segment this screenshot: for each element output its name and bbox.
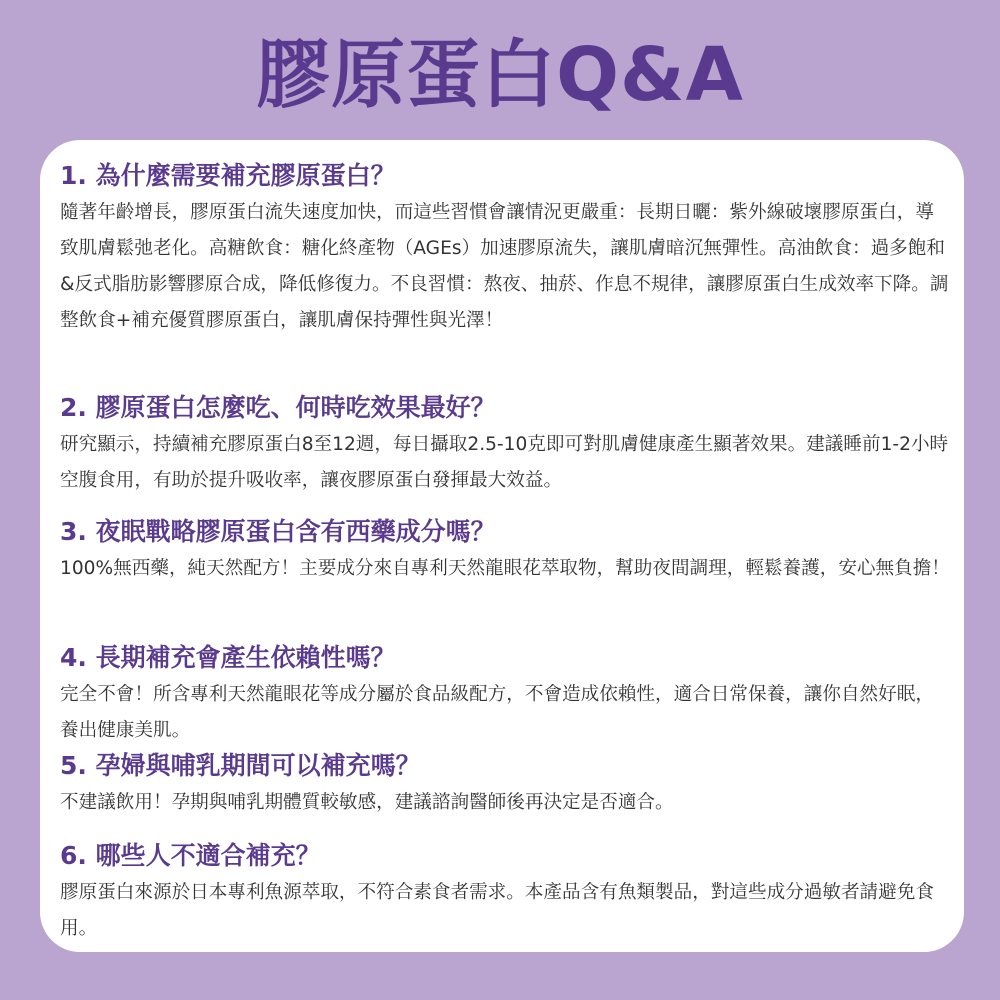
question-6: 6. 哪些人不適合補充？: [60, 841, 321, 870]
answer-4: 完全不會！所含專利天然龍眼花等成分屬於食品級配方，不會造成依賴性，適合日常保養，讓你自然好眠，養出健康美肌。: [60, 684, 934, 741]
qa-item-3: [60, 514, 950, 587]
question-1: 1. 為什麼需要補充膠原蛋白？: [60, 161, 396, 190]
qa-item-2: [60, 390, 950, 499]
qa-item-4: [60, 640, 950, 749]
question-4: 4. 長期補充會產生依賴性嗎？: [60, 643, 396, 672]
question-2: 2. 膠原蛋白怎麼吃、何時吃效果最好？: [60, 393, 496, 422]
qa-item-1: [60, 158, 950, 339]
answer-6: 膠原蛋白來源於日本專利魚源萃取，不符合素食者需求。本產品含有魚類製品，對這些成分過敏者請避免食用。: [60, 882, 934, 939]
answer-2: 研究顯示，持續補充膠原蛋白8至12週，每日攝取2.5-10克即可對肌膚健康產生顯著效果。建議睡前1-2小時空腹食用，有助於提升吸收率，讓夜膠原蛋白發揮最大效益。: [60, 434, 949, 491]
question-5: 5. 孕婦與哺乳期間可以補充嗎？: [60, 751, 421, 780]
qa-item-5: [60, 748, 950, 821]
qa-item-6: [60, 838, 950, 947]
question-3: 3. 夜眠戰略膠原蛋白含有西藥成分嗎？: [60, 517, 496, 546]
answer-1: 隨著年齡增長，膠原蛋白流失速度加快，而這些習慣會讓情況更嚴重：長期日曬：紫外線破壞膠原蛋白，導致肌膚鬆弛老化。高糖飲食：糖化終產物（AGEs）加速膠原流失，讓肌膚暗沉無彈性。高油飲食：過多飽和&反式脂肪影響膠原合成，降低修復力。不良習慣：熬夜、抽菸、作息不規律，讓膠原蛋白生成效率下降。調整飲食+補充優質膠原蛋白，讓肌膚保持彈性與光澤！: [60, 202, 949, 331]
answer-5: 不建議飲用！孕期與哺乳期體質較敏感，建議諮詢醫師後再決定是否適合。: [60, 792, 674, 813]
answer-3: 100%無西藥，純天然配方！主要成分來自專利天然龍眼花萃取物，幫助夜間調理，輕鬆養護，安心無負擔！: [60, 558, 950, 579]
page-title: 膠原蛋白Q&A: [256, 32, 744, 118]
